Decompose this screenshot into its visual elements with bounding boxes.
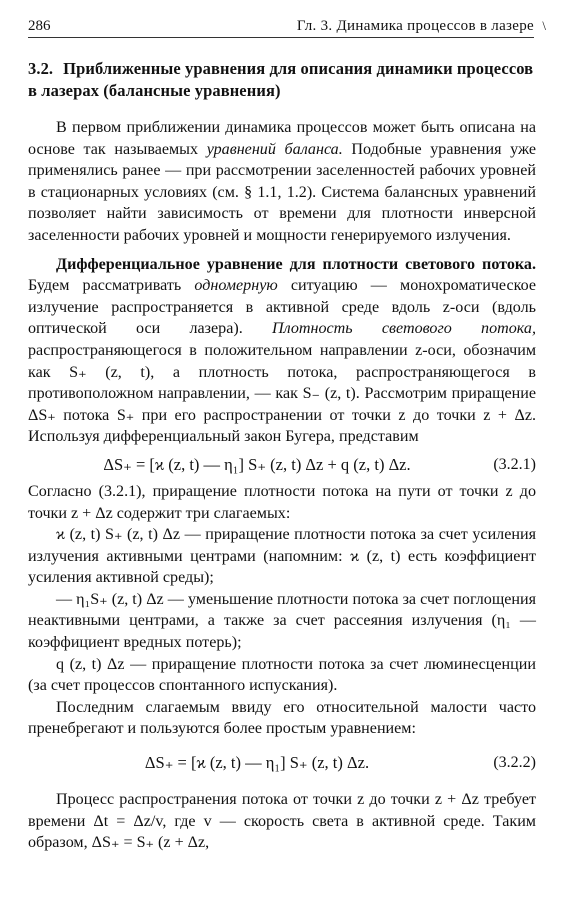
section-title-text: Приближенные уравнения для описания динамики процессов в лазерах (балансные уравнения) xyxy=(28,59,534,100)
paragraph-simplification: Последним слагаемым ввиду его относительной малости часто пренебрегают и пользуются более простым уравнением: xyxy=(28,698,536,738)
paragraph-gain-term: ϰ (z, t) S₊ (z, t) Δz — приращение плотности потока за счет усиления излучения активными центрами (напомним: ϰ (z, t) есть коэффициент усиления активной среды); xyxy=(28,526,536,587)
equation-number: (3.2.2) xyxy=(493,754,536,772)
equation-3-2-1 xyxy=(28,448,536,481)
section-number: 3.2. xyxy=(28,59,54,78)
running-title: Гл. 3. Динамика процессов в лазере xyxy=(296,18,534,34)
equation-3-2-2 xyxy=(28,746,536,779)
paragraph-differential-equation xyxy=(28,254,536,448)
term-flux-density: Плотность светового потока, xyxy=(272,320,536,338)
text-run: ситуацию — монохроматическое излучение распространяется в активной среде вдоль z-оси (вдоль оптической оси лазера). xyxy=(28,277,536,338)
page-number: 286 xyxy=(28,18,51,34)
term-balance-equations: уравнений баланса. xyxy=(206,140,343,158)
section-heading xyxy=(28,58,534,102)
paragraph-luminescence-term: q (z, t) Δz — приращение плотности потока за счет люминесценции (за счет процессов спонтанного испускания). xyxy=(28,655,536,695)
text-run: Будем рассматривать xyxy=(28,277,195,295)
body-text xyxy=(28,117,536,854)
run-in-heading: Дифференциальное уравнение для плотности светового потока. xyxy=(56,255,536,273)
paragraph-intro xyxy=(28,117,536,247)
text-run: В первом приближении динамика процессов может быть описана на основе так называемых xyxy=(28,119,536,158)
paragraph-loss-term: — η₁S₊ (z, t) Δz — уменьшение плотности потока за счет поглощения неактивными центрами, а также за счет рассеяния излучения (η₁ — коэффициент вредных потерь); xyxy=(28,590,536,652)
term-one-dimensional: одномерную xyxy=(194,277,278,295)
equation-formula: ΔS₊ = [ϰ (z, t) — η₁] S₊ (z, t) Δz + q (z, t) Δz. xyxy=(103,454,411,474)
running-header xyxy=(28,17,546,38)
text-run: распространяющегося в положительном направлении z-оси, обозначим как S₊ (z, t), а плотность потока, распространяющегося в противоположном направлении, — как S₋ (z, t). Рассмотрим приращение ΔS₊ потока S₊ при его распространении от точки z до точки z + Δz. Используя дифференциальный закон Бугера, представим xyxy=(28,341,536,446)
equation-formula: ΔS₊ = [ϰ (z, t) — η₁] S₊ (z, t) Δz. xyxy=(144,753,370,773)
equation-number: (3.2.1) xyxy=(493,455,536,473)
paragraph-propagation-time: Процесс распространения потока от точки z до точки z + Δz требует времени Δt = Δz/v, где v — скорость света в активной среде. Таким образом, ΔS₊ = S₊ (z + Δz, xyxy=(28,791,536,852)
corner-mark: \ xyxy=(542,18,546,33)
text-run: Подобные уравнения уже применялись ранее — при рассмотрении заселенностей рабочих уровней в стационарных условиях (см. § 1.1, 1.2). Система балансных уравнений позволяет найти зависимость от времени для плотности инверсной заселенности рабочих уровней и мощности генерируемого излучения. xyxy=(28,140,537,244)
paragraph-three-terms: Согласно (3.2.1), приращение плотности потока на пути от точки z до точки z + Δz содержит три слагаемых: xyxy=(28,482,536,522)
